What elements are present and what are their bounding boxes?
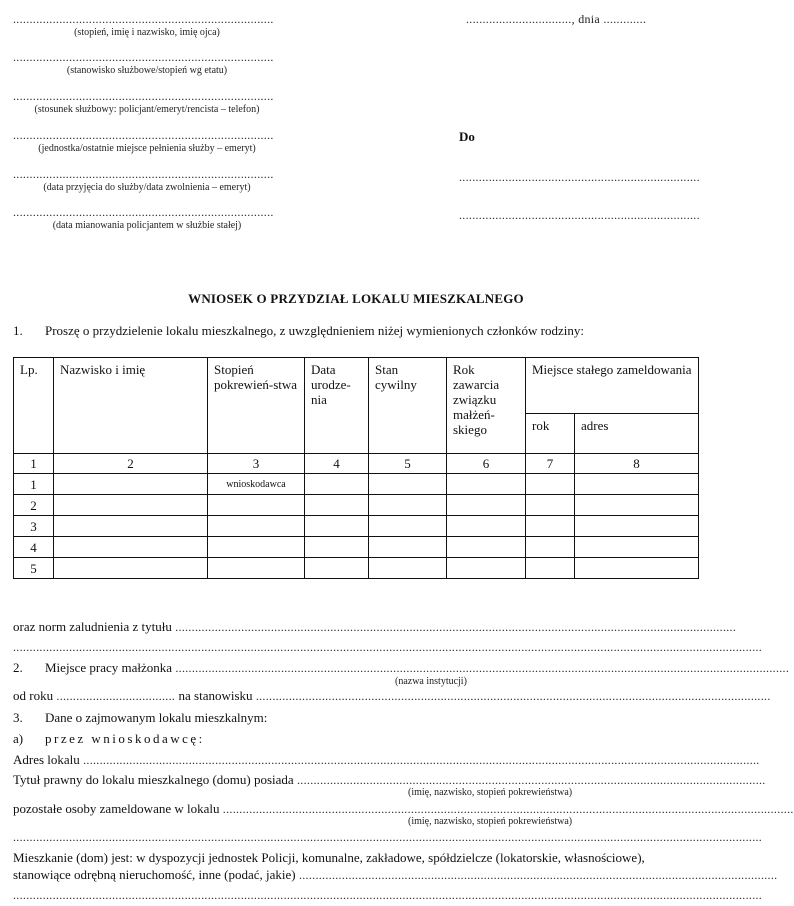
table-cell[interactable]: [369, 558, 447, 579]
table-row: [14, 558, 699, 579]
family-members-table: [13, 357, 699, 579]
since-year-dots: ....................................: [53, 689, 179, 703]
table-cell[interactable]: [305, 558, 369, 579]
applicant-field-line[interactable]: ...............................................................................: [13, 89, 274, 103]
table-cell[interactable]: [54, 558, 208, 579]
norms-line-2[interactable]: ...................................................................................................................................................................................................................................: [13, 640, 763, 654]
point-a-number: a): [13, 731, 24, 746]
table-cell[interactable]: [369, 495, 447, 516]
table-cell[interactable]: [447, 558, 526, 579]
table-cell[interactable]: [575, 474, 699, 495]
table-cell[interactable]: [575, 558, 699, 579]
header-residence: Miejsce stałego zameldowania: [526, 358, 699, 414]
applicant-field-caption: (jednostka/ostatnie miejsce pełnienia służby – emeryt): [38, 143, 256, 154]
table-cell[interactable]: [447, 537, 526, 558]
item-3-text: Dane o zajmowanym lokalu mieszkalnym:: [45, 710, 268, 725]
column-number: 7: [526, 454, 575, 474]
column-number: 4: [305, 454, 369, 474]
spouse-workplace-dots: ..........................................................................................................................................................................................: [172, 661, 790, 675]
applicant-field-line[interactable]: ...............................................................................: [13, 50, 274, 64]
row-number: 2: [14, 495, 54, 516]
column-number: 6: [447, 454, 526, 474]
header-birth-date: Data urodze-nia: [305, 358, 369, 454]
row-number: 3: [14, 516, 54, 537]
norms-dots: ..........................................................................................................................................................................: [171, 620, 737, 634]
header-civil-status: Stan cywilny: [369, 358, 447, 454]
table-row: [14, 516, 699, 537]
table-cell[interactable]: [447, 474, 526, 495]
addressee-line-2[interactable]: .........................................................................: [459, 208, 700, 222]
table-cell[interactable]: [526, 558, 575, 579]
table-cell[interactable]: [54, 495, 208, 516]
document-title: WNIOSEK O PRZYDZIAŁ LOKALU MIESZKALNEGO: [188, 291, 524, 306]
flat-status-label: stanowiące odrębną nieruchomość, inne (podać, jakie): [13, 867, 296, 882]
table-cell[interactable]: [305, 474, 369, 495]
relation-cell[interactable]: [208, 558, 305, 579]
table-cell[interactable]: [447, 516, 526, 537]
flat-status-line-1: Mieszkanie (dom) jest: w dyspozycji jednostek Policji, komunalne, zakładowe, spółdzielcze (lokatorskie, własnościowe),: [13, 850, 645, 865]
header-residence-year: rok: [526, 414, 575, 454]
column-number: 8: [575, 454, 699, 474]
applicant-field-line[interactable]: ...............................................................................: [13, 12, 274, 26]
flat-status-line-3[interactable]: ...................................................................................................................................................................................................................................: [13, 888, 763, 902]
other-residents-label: pozostałe osoby zameldowane w lokalu: [13, 801, 220, 816]
applicant-field-caption: (stopień, imię i nazwisko, imię ojca): [74, 27, 220, 38]
header-lp: Lp.: [14, 358, 54, 454]
name-caption-1: (imię, nazwisko, stopień pokrewieństwa): [408, 787, 573, 798]
norms-label: oraz norm zaludnienia z tytułu: [13, 619, 172, 634]
applicant-field-caption: (data przyjęcia do służby/data zwolnienia – emeryt): [43, 182, 251, 193]
column-number: 2: [54, 454, 208, 474]
addressee-label: Do: [459, 129, 475, 144]
applicant-field-line[interactable]: ...............................................................................: [13, 205, 274, 219]
flat-address-line[interactable]: [13, 752, 760, 768]
point-a-text: przez wnioskodawcę:: [45, 731, 205, 746]
column-number: 3: [208, 454, 305, 474]
addressee-line-1[interactable]: .........................................................................: [459, 170, 700, 184]
since-year-label: od roku: [13, 688, 54, 703]
flat-address-label: Adres lokalu: [13, 752, 80, 767]
table-cell[interactable]: [369, 537, 447, 558]
column-number: 5: [369, 454, 447, 474]
table-cell[interactable]: [575, 537, 699, 558]
item-2-number: 2.: [13, 660, 23, 675]
table-cell[interactable]: [54, 537, 208, 558]
legal-title-label: Tytuł prawny do lokalu mieszkalnego (domu) posiada: [13, 772, 294, 787]
row-number: 1: [14, 474, 54, 495]
flat-address-dots: .............................................................................................................................................................................................................: [79, 753, 760, 767]
institution-caption: (nazwa instytucji): [395, 676, 467, 687]
table-cell[interactable]: [305, 516, 369, 537]
table-cell[interactable]: [54, 516, 208, 537]
other-residents-line-2[interactable]: ...................................................................................................................................................................................................................................: [13, 830, 763, 844]
table-cell[interactable]: [369, 516, 447, 537]
since-year-line[interactable]: [13, 688, 771, 704]
table-row: [14, 495, 699, 516]
table-cell[interactable]: [305, 537, 369, 558]
position-dots: ............................................................................................................................................................: [252, 689, 771, 703]
table-cell[interactable]: [526, 516, 575, 537]
other-residents-dots: .............................................................................................................................................................................: [219, 802, 794, 816]
header-relation: Stopień pokrewień-stwa: [208, 358, 305, 454]
column-number: 1: [14, 454, 54, 474]
relation-cell[interactable]: [208, 516, 305, 537]
header-name: Nazwisko i imię: [54, 358, 208, 454]
table-cell[interactable]: [305, 495, 369, 516]
table-cell[interactable]: [575, 516, 699, 537]
item-1-number: 1.: [13, 323, 23, 338]
table-cell[interactable]: [526, 537, 575, 558]
date-line[interactable]: ................................, dnia .............: [466, 12, 647, 26]
spouse-workplace-label: Miejsce pracy małżonka: [45, 660, 173, 675]
item-3-number: 3.: [13, 710, 23, 725]
applicant-field-caption: (stosunek służbowy: policjant/emeryt/rencista – telefon): [34, 104, 260, 115]
table-cell[interactable]: [54, 474, 208, 495]
applicant-field-line[interactable]: ...............................................................................: [13, 128, 274, 142]
table-row: [14, 537, 699, 558]
relation-cell[interactable]: [208, 537, 305, 558]
column-numbers-row: [14, 454, 699, 474]
applicant-field-caption: (stanowisko służbowe/stopień wg etatu): [66, 65, 228, 76]
table-row: [14, 474, 699, 495]
position-label: na stanowisku: [178, 688, 253, 703]
legal-title-line[interactable]: [13, 772, 766, 788]
legal-title-dots: ..............................................................................................................................................: [293, 773, 766, 787]
row-number: 4: [14, 537, 54, 558]
flat-status-dots: .................................................................................................................................................: [295, 868, 778, 882]
table-cell[interactable]: [526, 495, 575, 516]
other-residents-line[interactable]: [13, 801, 794, 817]
name-caption-2: (imię, nazwisko, stopień pokrewieństwa): [408, 816, 573, 827]
table-cell[interactable]: [575, 495, 699, 516]
norms-line[interactable]: [13, 619, 737, 635]
item-1-text: Proszę o przydzielenie lokalu mieszkalnego, z uwzględnieniem niżej wymienionych członków rodziny:: [45, 323, 584, 338]
table-cell[interactable]: [526, 474, 575, 495]
header-residence-address: adres: [575, 414, 699, 454]
applicant-field-caption: (data mianowania policjantem w służbie stałej): [52, 220, 242, 231]
relation-cell[interactable]: [208, 495, 305, 516]
relation-cell[interactable]: wnioskodawca: [208, 474, 305, 495]
header-marriage-year: Rok zawarcia związku małżeń-skiego: [447, 358, 526, 454]
applicant-field-line[interactable]: ...............................................................................: [13, 167, 274, 181]
spouse-workplace-line[interactable]: [45, 660, 790, 676]
flat-status-line-2[interactable]: [13, 867, 778, 883]
table-cell[interactable]: [447, 495, 526, 516]
table-cell[interactable]: [369, 474, 447, 495]
row-number: 5: [14, 558, 54, 579]
